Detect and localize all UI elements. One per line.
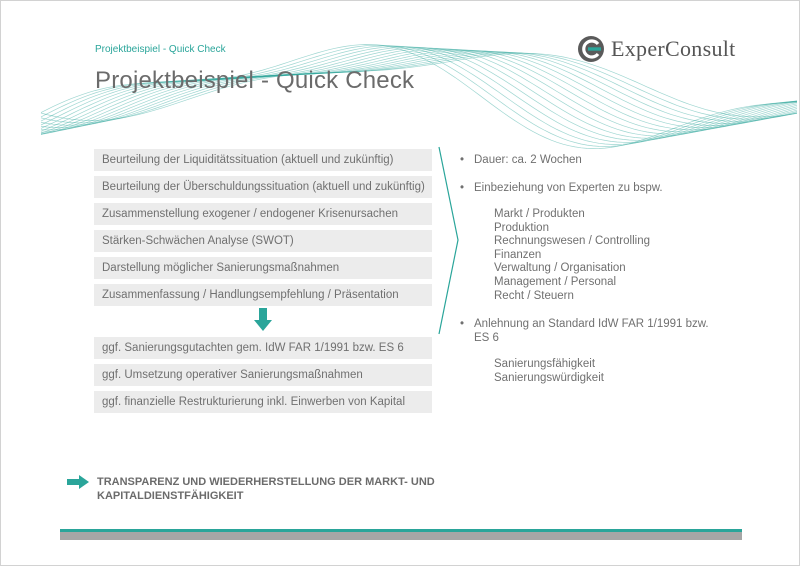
step-box: Beurteilung der Überschuldungssituation (aktuell und zukünftig) <box>94 176 432 198</box>
step-box: Zusammenstellung exogener / endogener Krisenursachen <box>94 203 432 225</box>
conclusion <box>67 475 435 503</box>
optional-step-box: ggf. finanzielle Restrukturierung inkl. Einwerben von Kapital <box>94 391 432 413</box>
breadcrumb: Projektbeispiel - Quick Check <box>95 44 226 55</box>
step-box: Beurteilung der Liquiditätssituation (aktuell und zukünftig) <box>94 149 432 171</box>
experconsult-logo-icon <box>577 35 605 63</box>
arrow-right-icon <box>67 475 89 489</box>
experts-intro-text: Einbeziehung von Experten zu bspw. <box>474 182 663 194</box>
bullet-dot: • <box>460 318 465 330</box>
list-item: Management / Personal <box>494 275 617 288</box>
standard-list <box>494 358 604 385</box>
logo <box>577 35 736 63</box>
list-item: Verwaltung / Organisation <box>494 262 626 275</box>
list-item: Sanierungswürdigkeit <box>494 371 604 384</box>
conclusion-text <box>97 475 435 503</box>
duration-text: Dauer: ca. 2 Wochen <box>474 154 582 166</box>
standard-text <box>474 317 709 345</box>
bullet-dot: • <box>460 182 465 194</box>
conclusion-line-2: KAPITALDIENSTFÄHIGKEIT <box>97 490 244 502</box>
bracket-chevron <box>438 146 460 336</box>
step-box: Darstellung möglicher Sanierungsmaßnahmen <box>94 257 432 279</box>
experts-list <box>494 208 650 303</box>
list-item: Rechnungswesen / Controlling <box>494 235 650 248</box>
list-item: Sanierungsfähigkeit <box>494 358 596 370</box>
logo-text: ExperConsult <box>611 36 736 61</box>
footer-bar <box>60 532 742 540</box>
list-item: Finanzen <box>494 248 542 261</box>
step-box: Zusammenfassung / Handlungsempfehlung / Präsentation <box>94 284 432 306</box>
standard-line-2: ES 6 <box>474 332 499 344</box>
optional-step-box: ggf. Sanierungsgutachten gem. IdW FAR 1/1991 bzw. ES 6 <box>94 337 432 359</box>
standard-line-1: Anlehnung an Standard IdW FAR 1/1991 bzw. <box>474 318 709 330</box>
optional-step-box: ggf. Umsetzung operativer Sanierungsmaßnahmen <box>94 364 432 386</box>
page-title: Projektbeispiel - Quick Check <box>95 67 415 94</box>
list-item: Produktion <box>494 221 549 234</box>
arrow-down-icon <box>254 308 272 332</box>
step-box: Stärken-Schwächen Analyse (SWOT) <box>94 230 432 252</box>
conclusion-line-1: TRANSPARENZ UND WIEDERHERSTELLUNG DER MARKT- UND <box>97 476 435 488</box>
list-item: Markt / Produkten <box>494 208 585 220</box>
bullet-dot: • <box>460 154 465 166</box>
list-item: Recht / Steuern <box>494 289 574 302</box>
